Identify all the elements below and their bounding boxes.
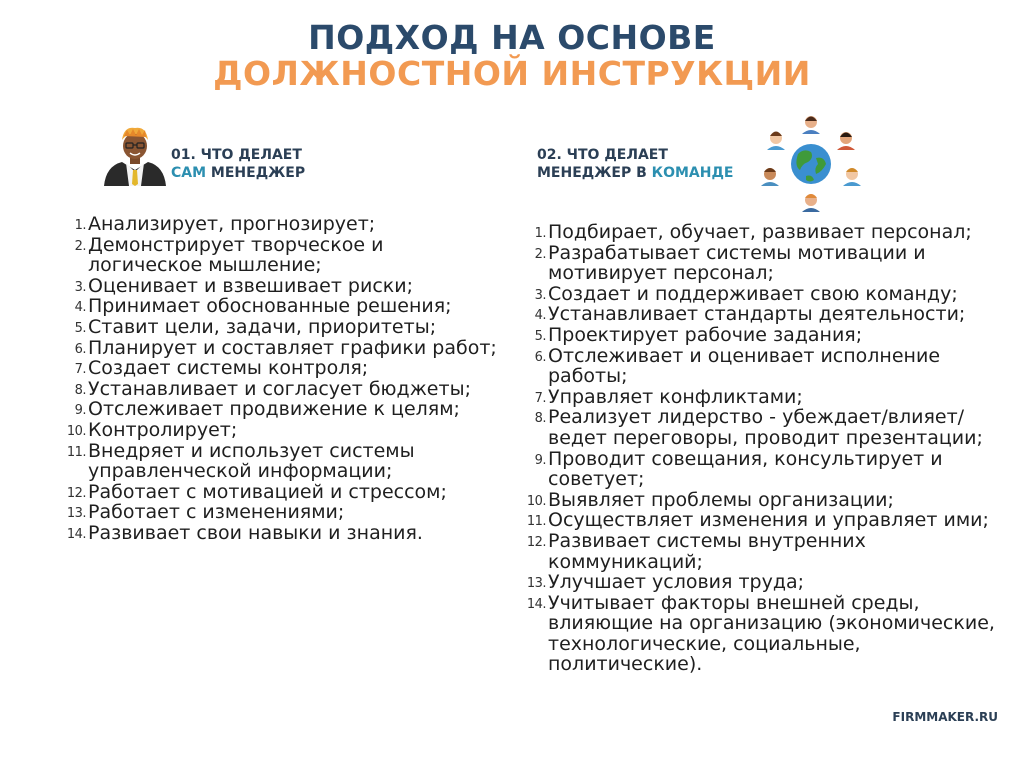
businessman-avatar-icon: [100, 126, 170, 186]
item-text: Отслеживает и оценивает исполнение работы;: [548, 344, 941, 388]
item-number: 7.: [74, 362, 86, 378]
item-number: 11.: [66, 444, 86, 460]
list-item: [60, 441, 500, 482]
team-globe-icon: [756, 112, 866, 216]
item-number: 6.: [74, 341, 86, 357]
list-item: [520, 449, 1015, 490]
item-number: 9.: [74, 403, 86, 419]
list-item: [60, 296, 500, 317]
list-item: [520, 346, 1015, 387]
item-text: Работает с изменениями;: [88, 501, 345, 524]
item-number: 6.: [534, 349, 546, 365]
right-heading-line-2: [537, 164, 734, 182]
right-heading-prefix: МЕНЕДЖЕР В: [537, 165, 652, 181]
item-text: Устанавливает стандарты деятельности;: [548, 303, 966, 326]
title-line-2: ДОЛЖНОСТНОЙ ИНСТРУКЦИИ: [213, 54, 811, 93]
item-text: Принимает обоснованные решения;: [88, 295, 452, 318]
item-text: Управляет конфликтами;: [548, 385, 803, 408]
list-item: [60, 482, 500, 503]
list-item: [520, 325, 1015, 346]
item-number: 13.: [526, 576, 546, 592]
item-number: 1.: [74, 218, 86, 233]
item-text: Создает и поддерживает свою команду;: [548, 282, 958, 305]
item-text: Проектирует рабочие задания;: [548, 323, 863, 346]
item-number: 3.: [534, 287, 546, 303]
list-item: [60, 420, 500, 441]
list-item: [60, 338, 500, 359]
left-duties-list: [60, 214, 500, 544]
item-number: 3.: [74, 279, 86, 295]
brand-label: FIRMMAKER.RU: [892, 710, 998, 724]
list-item: [60, 523, 500, 544]
item-number: 4.: [74, 300, 86, 316]
list-item: [520, 407, 1015, 448]
list-item: [520, 490, 1015, 511]
item-number: 4.: [534, 308, 546, 324]
item-number: 2.: [534, 246, 546, 262]
item-number: 2.: [74, 238, 86, 254]
item-number: 1.: [534, 226, 546, 241]
item-number: 7.: [534, 390, 546, 406]
item-text: Проводит совещания, консультирует и советует;: [548, 447, 943, 491]
item-number: 8.: [74, 382, 86, 398]
list-item: [520, 222, 1015, 243]
item-text: Демонстрирует творческое и логическое мышление;: [88, 233, 384, 277]
list-item: [520, 304, 1015, 325]
item-text: Улучшает условия труда;: [548, 571, 805, 594]
right-duties-list: [520, 222, 1015, 675]
list-item: [60, 358, 500, 379]
list-item: [520, 243, 1015, 284]
left-heading-line-1: 01. ЧТО ДЕЛАЕТ: [171, 147, 302, 163]
list-item: [520, 593, 1015, 675]
list-item: [520, 510, 1015, 531]
item-number: 13.: [66, 506, 86, 522]
item-number: 12.: [526, 534, 546, 550]
list-item: [520, 531, 1015, 572]
item-text: Устанавливает и согласует бюджеты;: [88, 377, 471, 400]
item-text: Выявляет проблемы организации;: [548, 488, 894, 511]
item-text: Отслеживает продвижение к целям;: [88, 398, 460, 421]
item-text: Реализует лидерство - убеждает/влияет/ ведет переговоры, проводит презентации;: [548, 406, 983, 449]
list-item: [60, 379, 500, 400]
title-line-1: ПОДХОД НА ОСНОВЕ: [308, 18, 716, 57]
item-text: Анализирует, прогнозирует;: [88, 213, 376, 235]
item-number: 14.: [526, 596, 546, 612]
item-number: 9.: [534, 452, 546, 468]
left-column-heading: [171, 146, 305, 182]
left-heading-rest: МЕНЕДЖЕР: [206, 165, 306, 181]
item-text: Оценивает и взвешивает риски;: [88, 274, 414, 297]
list-item: [520, 572, 1015, 593]
item-text: Работает с мотивацией и стрессом;: [88, 480, 447, 503]
item-text: Внедряет и использует системы управленческой информации;: [88, 439, 415, 483]
list-item: [60, 317, 500, 338]
item-text: Подбирает, обучает, развивает персонал;: [548, 221, 972, 243]
item-text: Создает системы контроля;: [88, 357, 369, 380]
list-item: [520, 387, 1015, 408]
item-number: 14.: [66, 526, 86, 542]
list-item: [60, 399, 500, 420]
item-text: Развивает системы внутренних коммуникаций;: [548, 529, 866, 573]
item-text: Осуществляет изменения и управляет ими;: [548, 509, 989, 532]
item-text: Развивает свои навыки и знания.: [88, 521, 423, 544]
left-heading-line-2: [171, 164, 305, 182]
item-text: Планирует и составляет графики работ;: [88, 336, 497, 359]
right-heading-accent: КОМАНДЕ: [651, 165, 734, 181]
list-item: [60, 276, 500, 297]
item-number: 12.: [66, 485, 86, 501]
right-heading-line-1: 02. ЧТО ДЕЛАЕТ: [537, 147, 668, 163]
right-column-heading: [537, 146, 734, 182]
item-text: Учитывает факторы внешней среды, влияющие на организацию (экономические, технологические, социальные, политические).: [548, 591, 995, 676]
item-text: Ставит цели, задачи, приоритеты;: [88, 315, 437, 338]
item-number: 10.: [526, 493, 546, 509]
item-text: Разрабатывает системы мотивации и мотивирует персонал;: [548, 241, 926, 285]
item-number: 8.: [534, 411, 546, 427]
left-heading-accent: САМ: [171, 165, 207, 181]
item-number: 5.: [534, 328, 546, 344]
item-number: 10.: [66, 423, 86, 439]
list-item: [60, 502, 500, 523]
item-number: 5.: [74, 320, 86, 336]
list-item: [520, 284, 1015, 305]
item-text: Контролирует;: [88, 418, 238, 441]
list-item: [60, 214, 500, 235]
item-number: 11.: [526, 514, 546, 530]
list-item: [60, 235, 500, 276]
